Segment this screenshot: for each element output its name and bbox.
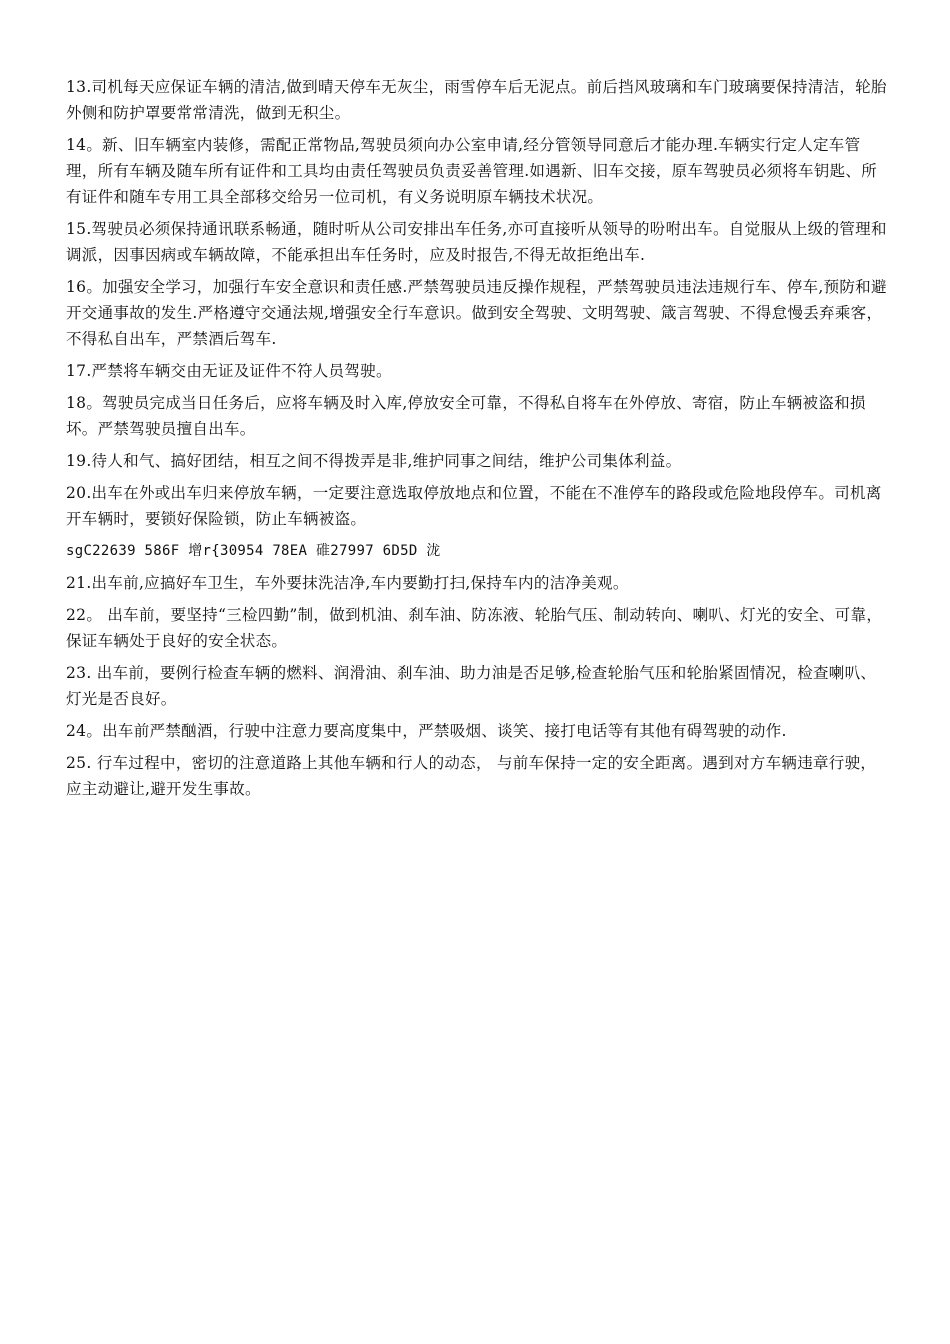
paragraph-22: 22。 出车前，要坚持“三检四勤”制，做到机油、刹车油、防冻液、轮胎气压、制动转向、喇叭、灯光的安全、可靠，保证车辆处于良好的安全状态。 — [66, 606, 883, 650]
paragraph-19: 19.待人和气、搞好团结，相互之间不得拨弄是非,维护同事之间结，维护公司集体利益。 — [66, 452, 682, 470]
paragraph-17: 17.严禁将车辆交由无证及证件不符人员驾驶。 — [66, 362, 392, 380]
garbled-code-line: sgC22639 586F 增r{30954 78EA 碓27997 6D5D 泷 — [66, 543, 441, 559]
paragraph-25: 25. 行车过程中，密切的注意道路上其他车辆和行人的动态， 与前车保持一定的安全距离。遇到对方车辆违章行驶，应主动避让,避开发生事故。 — [66, 754, 877, 798]
document-body — [66, 74, 888, 808]
paragraph-24: 24。出车前严禁酗酒，行驶中注意力要高度集中，严禁吸烟、谈笑、接打电话等有其他有碍驾驶的动作. — [66, 722, 787, 740]
paragraph-20: 20.出车在外或出车归来停放车辆，一定要注意选取停放地点和位置，不能在不准停车的路段或危险地段停车。司机离开车辆时，要锁好保险锁，防止车辆被盗。 — [66, 484, 882, 528]
paragraph-18: 18。驾驶员完成当日任务后，应将车辆及时入库,停放安全可靠，不得私自将车在外停放、寄宿，防止车辆被盗和损坏。严禁驾驶员擅自出车。 — [66, 394, 866, 438]
paragraph-16: 16。加强安全学习，加强行车安全意识和责任感.严禁驾驶员违反操作规程，严禁驾驶员违法违规行车、停车,预防和避开交通事故的发生.严格遵守交通法规,增强安全行车意识。做到安全驾驶、文明驾驶、箴言驾驶、不得怠慢丢弃乘客，不得私自出车，严禁酒后驾车. — [66, 278, 887, 348]
paragraph-23: 23. 出车前，要例行检查车辆的燃料、润滑油、刹车油、助力油是否足够,检查轮胎气压和轮胎紧固情况，检查喇叭、灯光是否良好。 — [66, 664, 877, 708]
paragraph-21: 21.出车前,应搞好车卫生，车外要抹洗洁净,车内要勤打扫,保持车内的洁净美观。 — [66, 574, 629, 592]
paragraph-13: 13.司机每天应保证车辆的清洁,做到晴天停车无灰尘，雨雪停车后无泥点。前后挡风玻璃和车门玻璃要保持清洁，轮胎外侧和防护罩要常常清洗，做到无积尘。 — [66, 78, 887, 122]
paragraph-15: 15.驾驶员必须保持通讯联系畅通，随时听从公司安排出车任务,亦可直接听从领导的吩咐出车。自觉服从上级的管理和调派，因事因病或车辆故障，不能承担出车任务时，应及时报告,不得无故拒绝出车. — [66, 220, 887, 264]
paragraph-14: 14。新、旧车辆室内装修，需配正常物品,驾驶员须向办公室申请,经分管领导同意后才能办理.车辆实行定人定车管理，所有车辆及随车所有证件和工具均由责任驾驶员负责妥善管理.如遇新、旧车交接，原车驾驶员必须将车钥匙、所有证件和随车专用工具全部移交给另一位司机，有义务说明原车辆技术状况。 — [66, 136, 878, 206]
